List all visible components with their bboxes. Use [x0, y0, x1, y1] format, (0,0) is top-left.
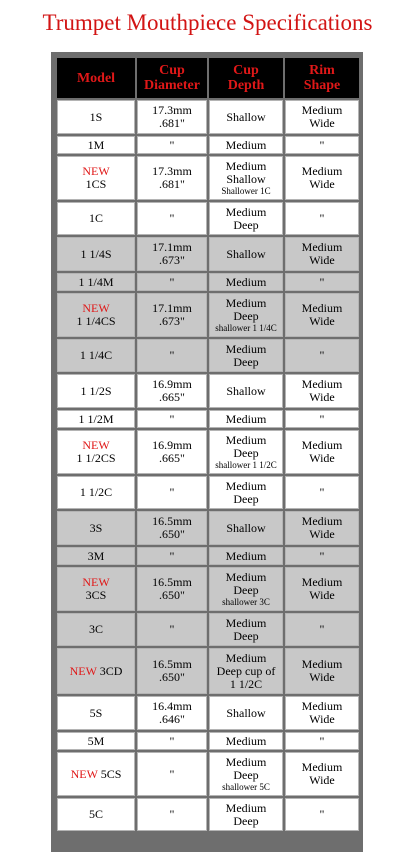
cup-depth-line: Deep — [233, 583, 259, 597]
cell-cup-diameter — [137, 374, 207, 408]
table-row — [57, 613, 359, 646]
cell-cup-diameter — [137, 273, 207, 291]
cup-diameter-line: .681" — [159, 116, 185, 130]
table-row — [57, 752, 359, 796]
cup-diameter-line: " — [169, 411, 175, 426]
rim-shape-line: " — [319, 622, 325, 636]
rim-shape-line: " — [319, 485, 325, 499]
cell-model — [57, 156, 135, 200]
model-name: 1 1/4S — [80, 246, 112, 261]
cell-rim-shape — [285, 410, 359, 428]
rim-shape-line: Wide — [309, 588, 335, 602]
cell-cup-diameter — [137, 613, 207, 646]
cup-depth-line: Medium — [225, 274, 267, 289]
cup-depth-line: Deep cup of — [216, 663, 276, 678]
cell-cup-depth — [209, 511, 283, 545]
cup-diameter-line: " — [169, 137, 175, 152]
table-row — [57, 202, 359, 235]
rim-shape-line: Wide — [309, 527, 335, 541]
rim-shape-line: Wide — [309, 712, 335, 726]
rim-shape-line: Medium — [301, 438, 343, 452]
cup-diameter-line: " — [169, 733, 175, 748]
rim-shape-line: Medium — [301, 575, 343, 589]
cell-model — [57, 752, 135, 796]
cup-depth-line: Shallow — [226, 383, 266, 398]
cell-rim-shape — [285, 136, 359, 154]
cup-diameter-line: .681" — [159, 177, 185, 191]
cup-diameter-line: .650" — [159, 670, 185, 684]
cell-model — [57, 202, 135, 235]
model-name: 1 1/2M — [78, 411, 114, 426]
cup-depth-line: Medium — [225, 755, 267, 769]
rim-shape-line: " — [319, 548, 325, 563]
cell-cup-diameter — [137, 293, 207, 337]
cup-diameter-line: " — [169, 274, 175, 289]
cup-diameter-line: .650" — [159, 527, 185, 541]
cell-rim-shape — [285, 339, 359, 372]
cell-rim-shape — [285, 156, 359, 200]
cell-model — [57, 567, 135, 611]
rim-shape-line: " — [319, 348, 325, 362]
specs-table — [55, 56, 361, 833]
cup-depth-line: Medium — [225, 650, 267, 665]
cell-model — [57, 293, 135, 337]
cup-depth-line: Medium — [225, 137, 267, 152]
cup-depth-line: Medium — [225, 204, 267, 219]
cell-cup-diameter — [137, 567, 207, 611]
cell-model — [57, 476, 135, 509]
cup-depth-note: shallower 1 1/2C — [215, 460, 277, 470]
cell-model — [57, 547, 135, 565]
rim-shape-line: " — [319, 411, 325, 426]
rim-shape-line: Medium — [301, 514, 343, 528]
model-name: 1 1/4C — [79, 348, 113, 362]
table-row — [57, 273, 359, 291]
cell-model — [57, 696, 135, 730]
cell-model — [57, 273, 135, 291]
cup-diameter-line: " — [169, 548, 175, 563]
table-header-row — [57, 58, 359, 98]
rim-shape-line: Medium — [301, 164, 343, 178]
header-cup-depth — [209, 58, 283, 98]
cup-diameter-line: .650" — [159, 588, 185, 602]
model-name: 1 1/4CS — [76, 314, 116, 328]
model-name: 3M — [87, 548, 105, 563]
cell-model — [57, 511, 135, 545]
model-name: 5CS — [100, 766, 122, 781]
cup-diameter-line: .646" — [159, 712, 185, 726]
rim-shape-line: Medium — [301, 240, 343, 254]
rim-shape-line: " — [319, 137, 325, 152]
cup-depth-line: Deep — [233, 309, 259, 323]
rim-shape-line: Wide — [309, 177, 335, 191]
model-name: 1M — [87, 137, 105, 152]
cup-depth-line: Deep — [233, 446, 259, 460]
cell-cup-depth — [209, 100, 283, 134]
cup-diameter-line: 16.4mm — [152, 699, 192, 713]
cup-diameter-line: 16.5mm — [152, 514, 192, 528]
cell-cup-depth — [209, 202, 283, 235]
table-row — [57, 798, 359, 831]
cell-model — [57, 430, 135, 474]
cell-cup-depth — [209, 696, 283, 730]
cell-rim-shape — [285, 430, 359, 474]
cup-depth-line: Medium — [225, 433, 267, 447]
rim-shape-line: " — [319, 274, 325, 289]
cell-rim-shape — [285, 237, 359, 271]
cell-cup-diameter — [137, 511, 207, 545]
cup-diameter-line: .673" — [159, 253, 185, 267]
cell-rim-shape — [285, 293, 359, 337]
model-name: 1 1/2S — [80, 383, 112, 398]
table-row — [57, 410, 359, 428]
cell-rim-shape — [285, 798, 359, 831]
cup-depth-line: Medium — [225, 341, 267, 356]
table-row — [57, 136, 359, 154]
rim-shape-line: Medium — [301, 657, 343, 671]
cell-cup-depth — [209, 410, 283, 428]
cell-cup-diameter — [137, 752, 207, 796]
cup-depth-line: Medium — [225, 159, 267, 173]
rim-shape-line: " — [319, 211, 325, 225]
cell-cup-depth — [209, 136, 283, 154]
cell-cup-diameter — [137, 202, 207, 235]
rim-shape-line: Medium — [301, 699, 343, 713]
cell-model — [57, 374, 135, 408]
cell-cup-depth — [209, 339, 283, 372]
cup-depth-note: Shallower 1C — [221, 186, 271, 196]
table-row — [57, 237, 359, 271]
cell-cup-depth — [209, 237, 283, 271]
cell-cup-depth — [209, 648, 283, 694]
rim-shape-line: Wide — [309, 253, 335, 267]
new-badge: NEW — [82, 438, 110, 452]
cup-depth-line: Medium — [225, 615, 267, 630]
cell-cup-depth — [209, 613, 283, 646]
cell-rim-shape — [285, 100, 359, 134]
cup-depth-line: Deep — [233, 217, 259, 232]
header-rim-shape-line2: Shape — [303, 78, 341, 93]
cell-rim-shape — [285, 613, 359, 646]
table-row — [57, 547, 359, 565]
rim-shape-line: Wide — [309, 116, 335, 130]
table-row — [57, 293, 359, 337]
cell-cup-diameter — [137, 696, 207, 730]
cup-diameter-line: 17.3mm — [152, 164, 192, 178]
header-cup-diameter-line1: Cup — [159, 63, 185, 78]
rim-shape-line: Wide — [309, 670, 335, 684]
cell-model — [57, 798, 135, 831]
specs-table-body — [57, 100, 359, 831]
cup-depth-line: Medium — [225, 570, 267, 584]
specs-table-frame — [51, 52, 363, 852]
rim-shape-line: " — [319, 807, 325, 821]
header-cup-diameter-line2: Diameter — [144, 78, 200, 93]
cell-model — [57, 237, 135, 271]
cell-rim-shape — [285, 752, 359, 796]
cup-depth-line: Deep — [233, 491, 259, 506]
rim-shape-line: Wide — [309, 390, 335, 404]
cell-model — [57, 732, 135, 750]
cup-diameter-line: 17.3mm — [152, 103, 192, 117]
model-name: 1CS — [85, 177, 107, 191]
cell-cup-diameter — [137, 648, 207, 694]
cell-rim-shape — [285, 374, 359, 408]
cell-rim-shape — [285, 567, 359, 611]
cup-diameter-line: " — [169, 348, 175, 362]
cup-depth-line: Shallow — [226, 172, 266, 186]
cell-cup-depth — [209, 798, 283, 831]
cell-rim-shape — [285, 547, 359, 565]
cell-cup-diameter — [137, 547, 207, 565]
cup-diameter-line: " — [169, 807, 175, 821]
model-name: 1 1/2CS — [76, 451, 116, 465]
model-name: 1 1/4M — [78, 274, 114, 289]
cell-cup-depth — [209, 567, 283, 611]
model-name: 3CS — [85, 588, 107, 602]
new-badge: NEW — [82, 301, 110, 315]
rim-shape-line: Medium — [301, 301, 343, 315]
table-row — [57, 100, 359, 134]
cup-diameter-line: .665" — [159, 390, 185, 404]
cell-cup-diameter — [137, 237, 207, 271]
page-title: Trumpet Mouthpiece Specifications — [42, 10, 373, 35]
cup-diameter-line: 16.9mm — [152, 377, 192, 391]
table-row — [57, 567, 359, 611]
cup-depth-line: Medium — [225, 296, 267, 310]
cell-cup-diameter — [137, 732, 207, 750]
model-name: 5C — [88, 807, 103, 821]
table-row — [57, 511, 359, 545]
cup-diameter-line: 17.1mm — [152, 240, 192, 254]
cup-depth-line: Medium — [225, 411, 267, 426]
rim-shape-line: Wide — [309, 451, 335, 465]
cell-rim-shape — [285, 648, 359, 694]
cell-cup-diameter — [137, 100, 207, 134]
cell-cup-depth — [209, 752, 283, 796]
table-row — [57, 696, 359, 730]
cup-diameter-line: 16.5mm — [152, 657, 192, 671]
cell-model — [57, 100, 135, 134]
model-name: 1 1/2C — [79, 485, 113, 499]
rim-shape-line: Medium — [301, 103, 343, 117]
cup-diameter-line: 16.5mm — [152, 575, 192, 589]
cup-diameter-line: 17.1mm — [152, 301, 192, 315]
cup-depth-line: Shallow — [226, 520, 266, 535]
cell-model — [57, 339, 135, 372]
cup-depth-line: Shallow — [226, 109, 266, 124]
new-badge: NEW — [82, 575, 110, 589]
model-name: 5S — [89, 705, 103, 720]
cell-cup-diameter — [137, 339, 207, 372]
rim-shape-line: Wide — [309, 314, 335, 328]
header-cup-depth-line2: Depth — [227, 78, 265, 93]
cup-diameter-line: 16.9mm — [152, 438, 192, 452]
cup-depth-line: Shallow — [226, 246, 266, 261]
header-cup-diameter — [137, 58, 207, 98]
cup-depth-note: shallower 5C — [222, 782, 270, 792]
cup-depth-line: Shallow — [226, 705, 266, 720]
model-name: 3CD — [99, 663, 123, 678]
cup-depth-line: Deep — [233, 768, 259, 782]
table-row — [57, 732, 359, 750]
cup-depth-line: Deep — [233, 628, 259, 643]
new-badge: NEW — [82, 164, 110, 178]
cell-cup-diameter — [137, 476, 207, 509]
cell-cup-depth — [209, 374, 283, 408]
table-row — [57, 430, 359, 474]
cell-rim-shape — [285, 696, 359, 730]
cup-depth-line: Medium — [225, 478, 267, 493]
cell-cup-diameter — [137, 136, 207, 154]
cup-diameter-line: " — [169, 485, 175, 499]
cup-depth-note: shallower 3C — [222, 597, 270, 607]
cell-model — [57, 410, 135, 428]
cup-depth-line: Medium — [225, 548, 267, 563]
cup-depth-note: shallower 1 1/4C — [215, 323, 277, 333]
new-badge: NEW — [70, 766, 98, 781]
cell-rim-shape — [285, 511, 359, 545]
cup-depth-line: Medium — [225, 733, 267, 748]
table-row — [57, 339, 359, 372]
cell-model — [57, 613, 135, 646]
model-name: 3S — [89, 520, 103, 535]
cell-rim-shape — [285, 476, 359, 509]
cell-cup-diameter — [137, 798, 207, 831]
cell-cup-depth — [209, 547, 283, 565]
cup-depth-line: Deep — [233, 813, 259, 828]
model-name: 3C — [88, 622, 103, 636]
cup-diameter-line: .673" — [159, 314, 185, 328]
cell-cup-depth — [209, 156, 283, 200]
cell-cup-diameter — [137, 410, 207, 428]
cup-diameter-line: " — [169, 211, 175, 225]
cup-diameter-line: " — [169, 766, 175, 781]
rim-shape-line: Medium — [301, 760, 343, 774]
header-cup-depth-line1: Cup — [233, 63, 259, 78]
table-row — [57, 374, 359, 408]
cell-rim-shape — [285, 202, 359, 235]
cell-cup-depth — [209, 430, 283, 474]
cell-cup-depth — [209, 293, 283, 337]
new-badge: NEW — [69, 663, 97, 678]
model-name: 5M — [87, 733, 105, 748]
rim-shape-line: Medium — [301, 377, 343, 391]
table-row — [57, 476, 359, 509]
cell-cup-depth — [209, 732, 283, 750]
model-name: 1S — [89, 109, 103, 124]
header-rim-shape — [285, 58, 359, 98]
cell-rim-shape — [285, 732, 359, 750]
header-rim-shape-line1: Rim — [309, 63, 335, 78]
cup-depth-line: Deep — [233, 354, 259, 369]
cell-cup-diameter — [137, 156, 207, 200]
cell-model — [57, 136, 135, 154]
cell-cup-diameter — [137, 430, 207, 474]
cell-cup-depth — [209, 476, 283, 509]
cell-model — [57, 648, 135, 694]
table-row — [57, 648, 359, 694]
rim-shape-line: " — [319, 733, 325, 748]
cell-rim-shape — [285, 273, 359, 291]
rim-shape-line: Wide — [309, 773, 335, 787]
cup-diameter-line: .665" — [159, 451, 185, 465]
cup-diameter-line: " — [169, 622, 175, 636]
table-row — [57, 156, 359, 200]
header-model: Model — [57, 58, 135, 98]
cup-depth-line: 1 1/2C — [229, 676, 263, 691]
model-name: 1C — [88, 211, 103, 225]
cup-depth-line: Medium — [225, 800, 267, 815]
cell-cup-depth — [209, 273, 283, 291]
